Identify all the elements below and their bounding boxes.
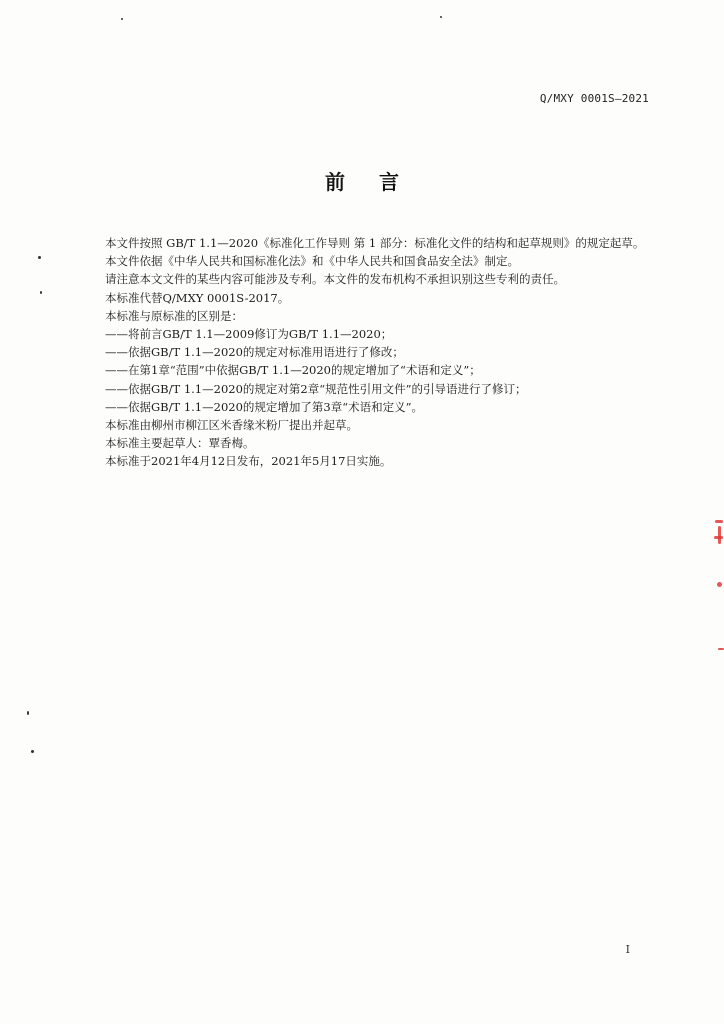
seal-stamp-mark xyxy=(718,526,721,544)
paragraph-replaces: 本标准代替Q/MXY 0001S-2017。 xyxy=(105,290,290,305)
paragraph-differences-intro: 本标准与原标准的区别是： xyxy=(105,308,243,323)
difference-item: ——依据GB/T 1.1—2020的规定对第2章“规范性引用文件”的引导语进行了修订； xyxy=(105,381,527,396)
scan-speck xyxy=(440,16,442,18)
scan-speck xyxy=(121,18,123,20)
difference-item: ——将前言GB/T 1.1—2009修订为GB/T 1.1—2020； xyxy=(105,327,393,342)
scan-speck xyxy=(31,750,34,753)
foreword-body xyxy=(82,234,652,471)
seal-stamp-mark xyxy=(718,648,724,650)
seal-stamp-mark xyxy=(715,520,723,523)
difference-item: ——依据GB/T 1.1—2020的规定对标准用语进行了修改； xyxy=(105,345,404,360)
page-number: I xyxy=(625,943,630,956)
scan-speck xyxy=(40,291,42,294)
paragraph-proposer: 本标准由柳州市柳江区米香缘米粉厂提出并起草。 xyxy=(105,418,358,433)
scan-speck xyxy=(38,256,41,259)
seal-stamp-fragment xyxy=(712,512,724,652)
paragraph-drafting-basis: 本文件按照 GB/T 1.1—2020《标准化工作导则 第 1 部分：标准化文件的结构和起草规则》的规定起草。 xyxy=(105,236,645,250)
paragraph-dates: 本标准于2021年4月12日发布，2021年5月17日实施。 xyxy=(105,454,392,469)
difference-item: ——在第1章“范围”中依据GB/T 1.1—2020的规定增加了“术语和定义”； xyxy=(105,363,481,378)
page-title: 前言 xyxy=(325,170,433,194)
scan-speck xyxy=(27,711,29,715)
seal-stamp-mark xyxy=(717,582,722,587)
document-code: Q/MXY 0001S—2021 xyxy=(539,92,649,105)
paragraph-patent-notice: 请注意本文文件的某些内容可能涉及专利。本文件的发布机构不承担识别这些专利的责任。 xyxy=(105,272,565,287)
difference-item: ——依据GB/T 1.1—2020的规定增加了第3章“术语和定义”。 xyxy=(105,399,423,414)
paragraph-drafter: 本标准主要起草人：覃香梅。 xyxy=(105,436,255,451)
seal-stamp-mark xyxy=(714,536,723,539)
paragraph-legal-basis: 本文件依据《中华人民共和国标准化法》和《中华人民共和国食品安全法》制定。 xyxy=(105,254,519,269)
